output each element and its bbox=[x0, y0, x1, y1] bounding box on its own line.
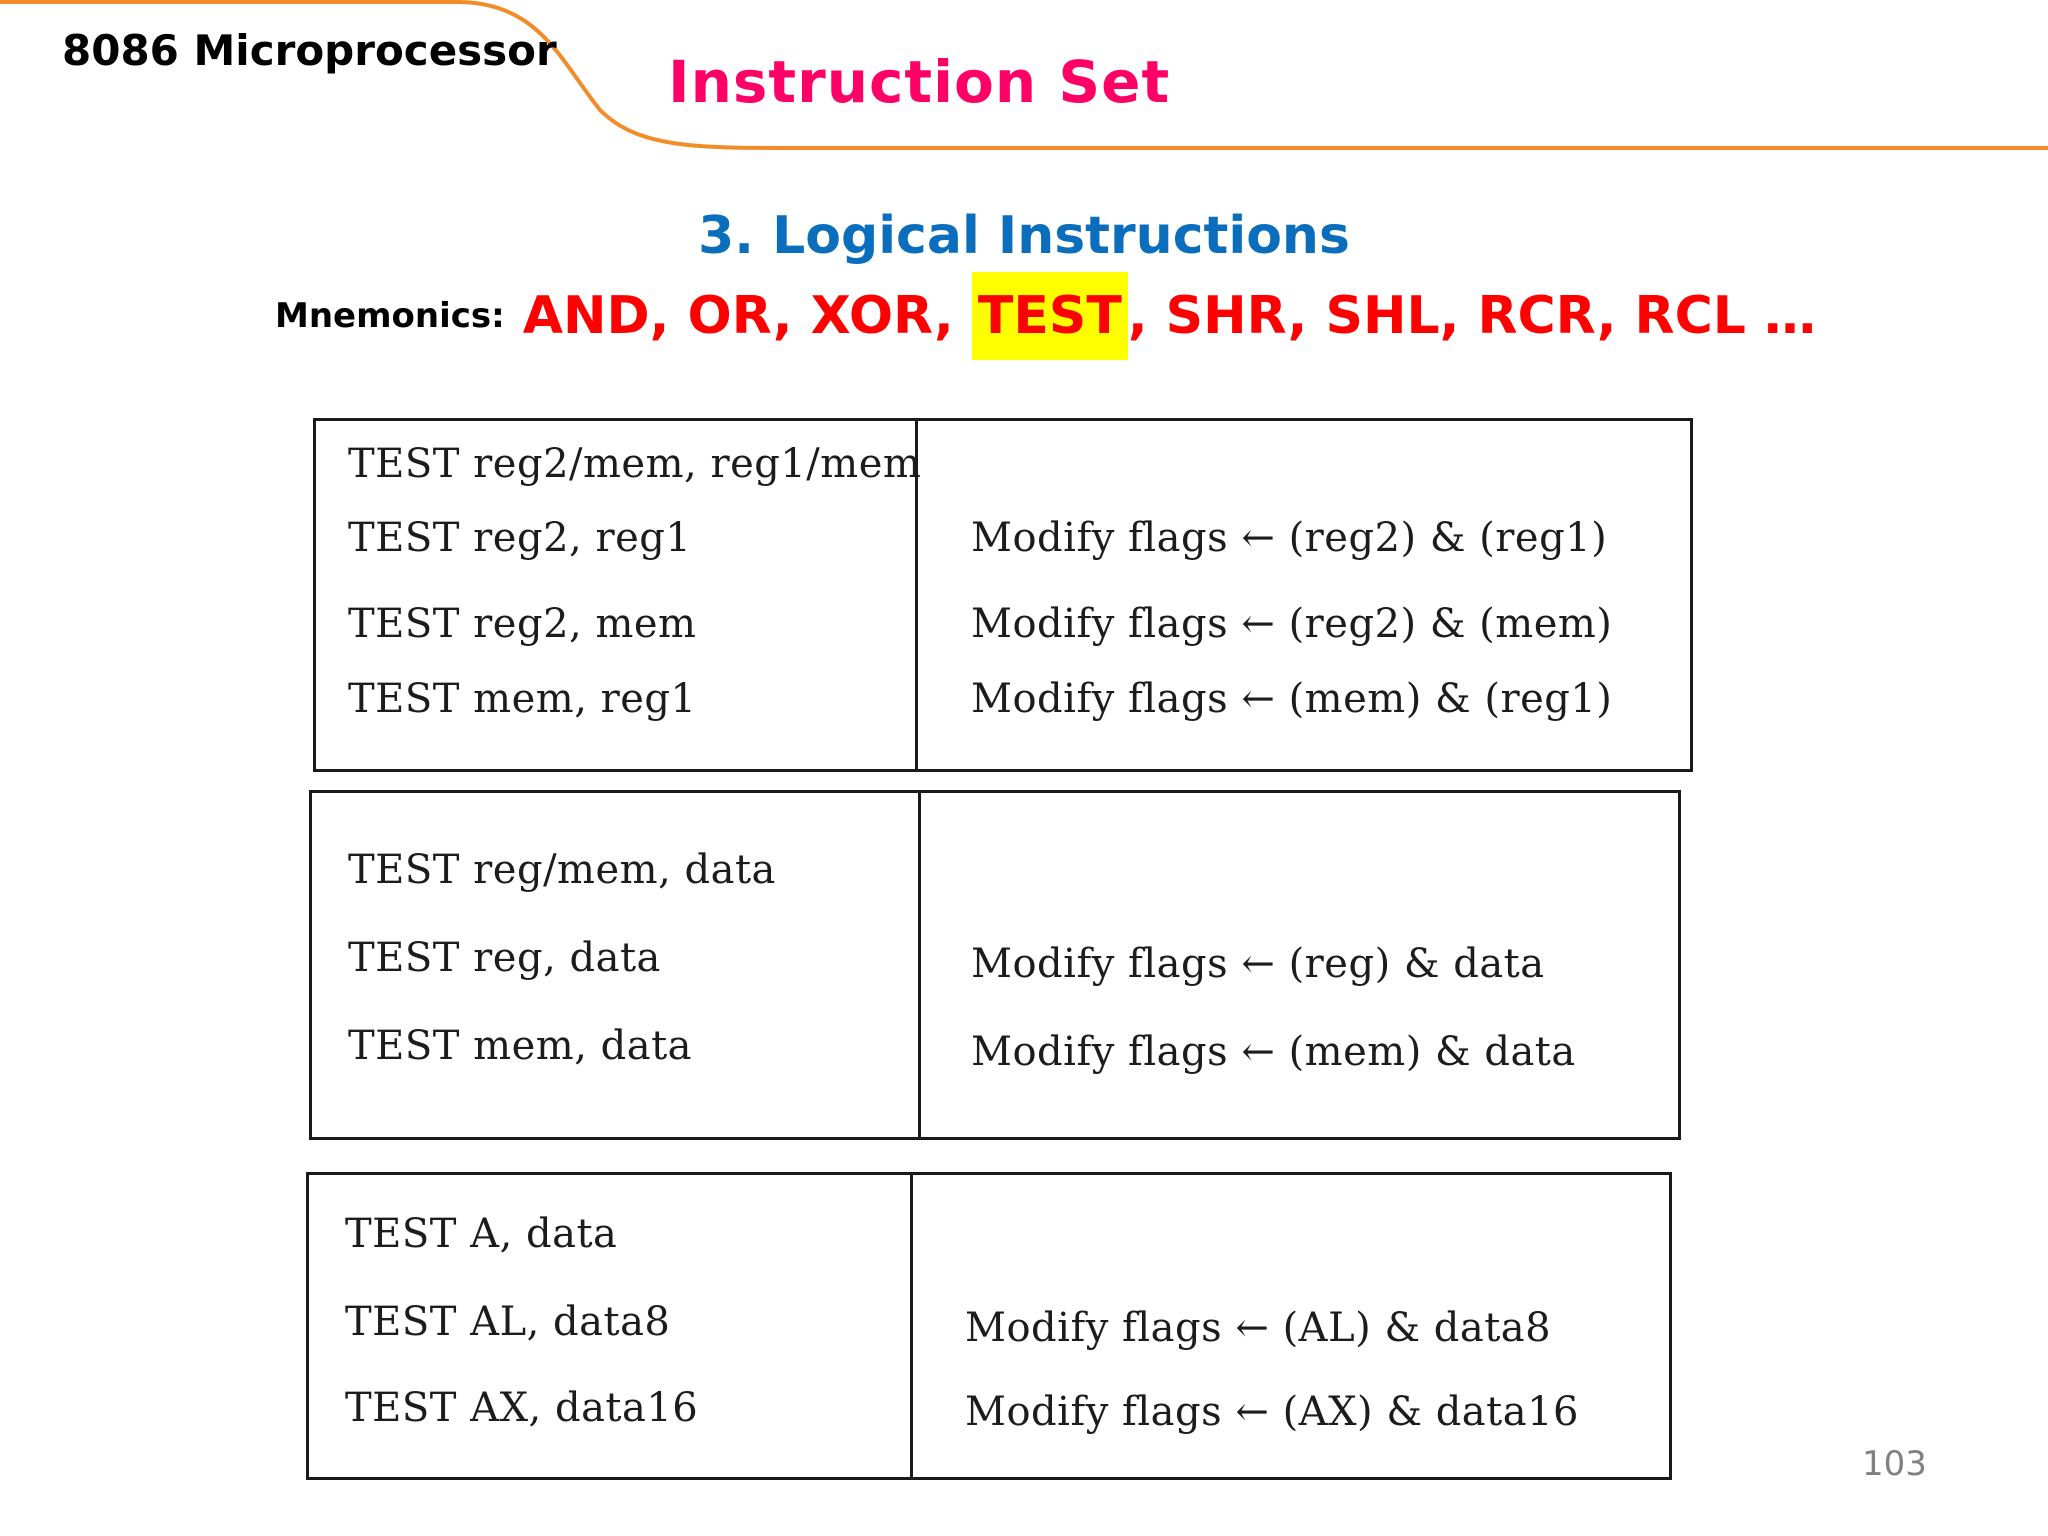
table1-left-row-4: TEST mem, reg1 bbox=[348, 676, 697, 722]
table2-right-row-2: Modify flags ← (mem) & data bbox=[971, 1029, 1576, 1075]
mnemonics-list bbox=[523, 272, 1816, 360]
mnemonics-highlighted-test: TEST bbox=[972, 272, 1128, 360]
mnemonics-after: , SHR, SHL, RCR, RCL … bbox=[1127, 286, 1816, 346]
table3-right-row-1: Modify flags ← (AL) & data8 bbox=[965, 1305, 1552, 1351]
mnemonics-label: Mnemonics: bbox=[275, 296, 505, 336]
table1-right-row-2: Modify flags ← (reg2) & (mem) bbox=[971, 601, 1613, 647]
column-divider bbox=[910, 1175, 913, 1477]
table3-left-row-2: TEST AL, data8 bbox=[345, 1299, 671, 1345]
table1-right-row-3: Modify flags ← (mem) & (reg1) bbox=[971, 676, 1613, 722]
table1-right-row-1: Modify flags ← (reg2) & (reg1) bbox=[971, 515, 1608, 561]
table1-left-row-1: TEST reg2/mem, reg1/mem bbox=[348, 441, 922, 487]
table1-left-row-3: TEST reg2, mem bbox=[348, 601, 697, 647]
page-number: 103 bbox=[1862, 1444, 1927, 1484]
mnemonics-row bbox=[275, 286, 1816, 346]
table3-left-row-3: TEST AX, data16 bbox=[345, 1385, 699, 1431]
table2-right-row-1: Modify flags ← (reg) & data bbox=[971, 941, 1545, 987]
test-accumulator-data-table bbox=[306, 1172, 1672, 1480]
table1-left-row-2: TEST reg2, reg1 bbox=[348, 515, 692, 561]
section-title: 3. Logical Instructions bbox=[698, 206, 1350, 266]
mnemonics-before: AND, OR, XOR, bbox=[522, 286, 972, 346]
test-register-memory-table bbox=[313, 418, 1693, 772]
column-divider bbox=[918, 793, 921, 1137]
table3-right-row-2: Modify flags ← (AX) & data16 bbox=[965, 1389, 1579, 1435]
table2-left-row-2: TEST reg, data bbox=[348, 935, 661, 981]
slide-title: Instruction Set bbox=[668, 48, 1171, 116]
table2-left-row-1: TEST reg/mem, data bbox=[348, 847, 776, 893]
test-immediate-data-table bbox=[309, 790, 1681, 1140]
course-title: 8086 Microprocessor bbox=[62, 26, 557, 75]
table2-left-row-3: TEST mem, data bbox=[348, 1023, 693, 1069]
table3-left-row-1: TEST A, data bbox=[345, 1211, 618, 1257]
